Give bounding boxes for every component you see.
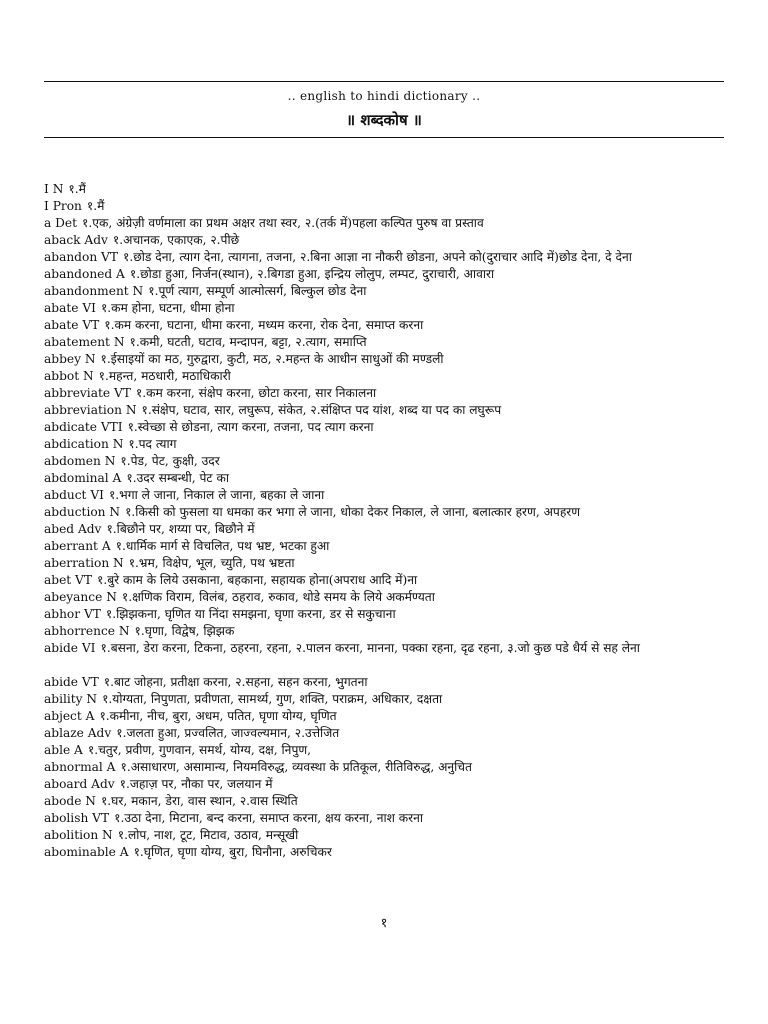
entry-definition: १.पेड, पेट, कुक्षी, उदर [120,454,220,468]
dictionary-entry [44,334,724,351]
entry-headword: ablaze Adv [44,726,112,740]
entry-headword: abduction N [44,505,121,519]
entry-definition: १.किसी को फुसला या धमका कर भगा ले जाना, धोका देकर निकाल, ले जाना, बलात्कार हरण, अपहरण [125,505,581,519]
dictionary-entry [44,691,724,708]
dictionary-entry [44,181,724,198]
dictionary-entry [44,419,724,436]
entry-definition: १.लोप, नाश, टूट, मिटाव, उठाव, मन्सूखी [117,828,299,842]
entry-headword: aboard Adv [44,777,115,791]
entry-definition: १.घृणा, विद्वेष, झिझक [134,624,235,638]
entry-headword: abdominal A [44,471,122,485]
entry-list [44,181,724,861]
entry-definition: १.संक्षेप, घटाव, सार, लघुरूप, संकेत, २.संक्षिप्त पद यांश, शब्द या पद का लघुरूप [141,403,502,417]
entry-definition: १.भगा ले जाना, निकाल ले जाना, बहका ले जाना [108,488,325,502]
dictionary-subtitle: .. english to hindi dictionary .. [287,89,481,103]
entry-headword: abduct VI [44,488,104,502]
dictionary-entry [44,640,724,657]
entry-definition: १.झिझकना, घृणित या निंदा समझना, घृणा करना, डर से सकुचाना [105,607,396,621]
dictionary-entry [44,402,724,419]
entry-headword: aberration N [44,556,124,570]
entry-definition: १.क्षणिक विराम, विलंब, ठहराव, रुकाव, थोडे समय के लिये अकर्मण्यता [121,590,435,604]
entry-definition: १.स्वेच्छा से छोडना, त्याग करना, तजना, पद त्याग करना [127,420,374,434]
entry-definition: १.भ्रम, विक्षेप, भूल, च्युति, पथ भ्रष्टता [128,556,295,570]
entry-definition: १.चतुर, प्रवीण, गुणवान, समर्थ, योग्य, दक्ष, निपुण, [87,743,312,757]
entry-headword: abject A [44,709,95,723]
entry-headword: I N [44,182,64,196]
dictionary-entry [44,759,724,776]
dictionary-entry [44,266,724,283]
dictionary-entry [44,453,724,470]
entry-definition: १.जहाज़ पर, नौका पर, जलयान में [119,777,273,791]
dictionary-entry [44,249,724,266]
dictionary-entry [44,589,724,606]
dictionary-entry [44,385,724,402]
dictionary-entry [44,742,724,759]
entry-definition: १.कम होना, घटना, धीमा होना [100,301,235,315]
entry-headword: abolition N [44,828,113,842]
dictionary-entry [44,674,724,691]
entry-definition: १.कमी, घटती, घटाव, मन्दापन, बट्टा, २.त्याग, समाप्ति [129,335,367,349]
dictionary-entry [44,827,724,844]
dictionary-entry [44,504,724,521]
entry-headword: abandonment N [44,284,144,298]
entry-headword: abeyance N [44,590,117,604]
entry-headword: aberrant A [44,539,111,553]
dictionary-entry [44,810,724,827]
entry-headword: ability N [44,692,98,706]
entry-definition: १.धार्मिक मार्ग से विचलित, पथ भ्रष्ट, भटका हुआ [115,539,330,553]
entry-headword: abandoned A [44,267,125,281]
dictionary-entry [44,793,724,810]
dictionary-entry [44,487,724,504]
entry-definition: १.पद त्याग [128,437,177,451]
entry-headword: abdomen N [44,454,116,468]
entry-definition: १.बुरे काम के लिये उसकाना, बहकाना, सहायक होना(अपराध आदि में)ना [96,573,418,587]
entry-headword: abolish VT [44,811,110,825]
dictionary-entry [44,317,724,334]
dictionary-entry [44,283,724,300]
entry-headword: abbreviation N [44,403,137,417]
page-number: १ [380,916,388,931]
dictionary-entry [44,776,724,793]
dictionary-entry [44,198,724,215]
entry-headword: abdicate VTI [44,420,123,434]
entry-headword: abominable A [44,845,129,859]
entry-definition: १.उठा देना, मिटाना, बन्द करना, समाप्त करना, क्षय करना, नाश करना [114,811,424,825]
dictionary-title: ॥ शब्दकोष ॥ [346,111,422,129]
dictionary-entry [44,623,724,640]
entry-definition: १.पूर्ण त्याग, सम्पूर्ण आत्मोत्सर्ग, बिल्कुल छोड देना [148,284,367,298]
dictionary-entry [44,368,724,385]
entry-definition: १.बिछौने पर, शय्या पर, बिछौने में [106,522,255,536]
entry-headword: abate VT [44,318,100,332]
entry-definition: १.कम करना, घटाना, धीमा करना, मध्यम करना, रोक देना, समाप्त करना [104,318,424,332]
dictionary-entry [44,844,724,861]
entry-headword: abbey N [44,352,96,366]
entry-definition: १.कमीना, नीच, बुरा, अधम, पतित, घृणा योग्य, घृणित [99,709,337,723]
entry-definition: १.उदर सम्बन्धी, पेट का [126,471,229,485]
entry-definition: १.अचानक, एकाएक, २.पीछे [112,233,240,247]
entry-headword: abhor VT [44,607,101,621]
entry-definition: १.घृणित, घृणा योग्य, बुरा, घिनौना, अरुचिकर [133,845,332,859]
dictionary-entry [44,725,724,742]
entry-definition: १.घर, मकान, डेरा, वास स्थान, २.वास स्थिति [100,794,298,808]
entry-headword: abate VI [44,301,96,315]
entry-headword: abode N [44,794,96,808]
bottom-rule [44,137,724,138]
entry-headword: abide VT [44,675,99,689]
dictionary-entry [44,521,724,538]
entry-headword: abet VT [44,573,92,587]
entry-headword: a Det [44,216,78,230]
dictionary-entry [44,351,724,368]
dictionary-entry [44,708,724,725]
entry-headword: abdication N [44,437,124,451]
entry-headword: abandon VT [44,250,118,264]
entry-headword: abatement N [44,335,125,349]
entry-headword: abbreviate VT [44,386,131,400]
entry-definition: १.मैं [86,199,105,213]
entry-definition: १.योग्यता, निपुणता, प्रवीणता, सामर्थ्य, गुण, शक्ति, पराक्रम, अधिकार, दक्षता [102,692,443,706]
entry-headword: aback Adv [44,233,108,247]
dictionary-entry [44,300,724,317]
entry-headword: I Pron [44,199,82,213]
dictionary-entry [44,215,724,232]
entry-definition: १.महन्त, मठधारी, मठाधिकारी [98,369,231,383]
dictionary-entry [44,470,724,487]
entry-definition: १.छोड देना, त्याग देना, त्यागना, तजना, २.बिना आज्ञा ना नौकरी छोडना, अपने को(दुराचार आदि में)छोड देना, दे देना [122,250,632,264]
entry-definition: १.बसना, डेरा करना, टिकना, ठहरना, रहना, २.पालन करना, मानना, पक्का रहना, दृढ रहना, ३.जो कुछ पडे धैर्य से सह लेना [100,641,640,655]
entry-definition: १.बाट जोहना, प्रतीक्षा करना, २.सहना, सहन करना, भुगतना [103,675,368,689]
entry-headword: abed Adv [44,522,102,536]
dictionary-entry [44,538,724,555]
entry-definition: १.मैं [68,182,86,196]
top-rule [44,81,724,82]
dictionary-entry [44,232,724,249]
dictionary-entry [44,555,724,572]
entry-definition: १.कम करना, संक्षेप करना, छोटा करना, सार निकालना [135,386,377,400]
entry-headword: abbot N [44,369,94,383]
dictionary-entry [44,606,724,623]
entry-definition: १.एक, अंग्रेज़ी वर्णमाला का प्रथम अक्षर तथा स्वर, २.(तर्क में)पहला कल्पित पुरुष वा प्रस्ताव [82,216,484,230]
entry-definition: १.ईसाइयों का मठ, गुरुद्वारा, कुटी, मठ, २.महन्त के आधीन साधुओं की मण्डली [100,352,444,366]
entry-headword: abhorrence N [44,624,130,638]
dictionary-entry [44,572,724,589]
entry-headword: able A [44,743,83,757]
entry-headword: abide VI [44,641,96,655]
entry-definition: १.असाधारण, असामान्य, नियमविरुद्ध, व्यवस्था के प्रतिकूल, रीतिविरुद्ध, अनुचित [120,760,472,774]
entry-definition: १.छोडा हुआ, निर्जन(स्थान), २.बिगडा हुआ, इन्द्रिय लोलुप, लम्पट, दुराचारी, आवारा [129,267,495,281]
dictionary-entry [44,436,724,453]
entry-definition: १.जलता हुआ, प्रज्वलित, जाज्वल्यमान, २.उत्तेजित [116,726,340,740]
entry-headword: abnormal A [44,760,116,774]
